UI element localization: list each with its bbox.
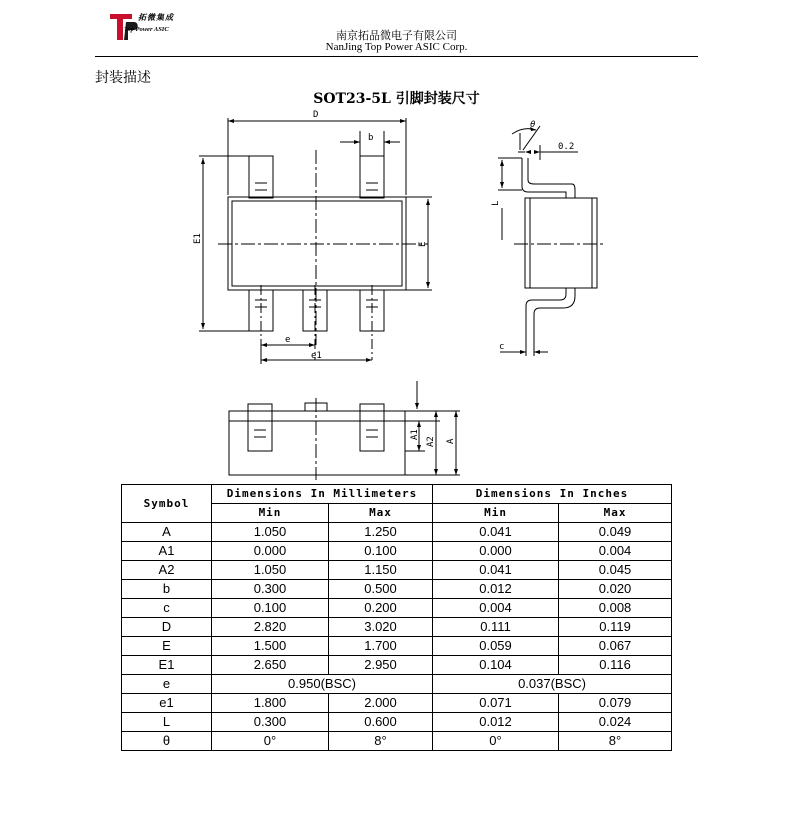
label-b: b (368, 133, 374, 143)
label-0.2: 0.2 (558, 142, 575, 152)
table-row (122, 561, 672, 580)
mm-min-cell: 2.820 (212, 618, 329, 637)
mm-max-cell: 2.950 (329, 656, 433, 675)
mm-max-cell: 0.500 (329, 580, 433, 599)
table-row (122, 618, 672, 637)
in-max-cell: 0.045 (559, 561, 672, 580)
symbol-cell: b (122, 580, 212, 599)
header-inches: Dimensions In Inches (433, 485, 672, 504)
mm-min-cell: 0.000 (212, 542, 329, 561)
company-name-english: NanJing Top Power ASIC Corp. (325, 41, 468, 53)
mm-max-cell: 3.020 (329, 618, 433, 637)
company-name-chinese: 南京拓品微电子有限公司 (336, 29, 457, 42)
mm-max-cell: 8° (329, 732, 433, 751)
header-symbol: Symbol (122, 485, 212, 523)
label-e: e (285, 335, 291, 345)
in-min-cell: 0.059 (433, 637, 559, 656)
table-row (122, 694, 672, 713)
label-E: E (418, 241, 428, 247)
in-min-cell: 0.111 (433, 618, 559, 637)
mm-min-cell: 2.650 (212, 656, 329, 675)
symbol-cell: E (122, 637, 212, 656)
in-min-cell: 0° (433, 732, 559, 751)
mm-max-cell: 1.250 (329, 523, 433, 542)
label-A1: A1 (410, 429, 420, 440)
in-max-cell: 0.116 (559, 656, 672, 675)
mm-max-cell: 1.150 (329, 561, 433, 580)
section-title: 封装描述 (95, 70, 151, 86)
symbol-cell: A2 (122, 561, 212, 580)
table-row (122, 675, 672, 694)
in-max-cell: 0.079 (559, 694, 672, 713)
mm-min-cell: 0° (212, 732, 329, 751)
header-millimeters: Dimensions In Millimeters (212, 485, 433, 504)
in-max-cell: 0.024 (559, 713, 672, 732)
header-mm-min: Min (212, 504, 329, 523)
logo-chinese-name: 拓微集成 (138, 12, 174, 22)
side-view (498, 126, 606, 356)
in-min-cell: 0.012 (433, 713, 559, 732)
mm-min-cell: 1.800 (212, 694, 329, 713)
label-theta: θ (530, 120, 536, 130)
label-A: A (446, 438, 456, 444)
label-e1: e1 (311, 351, 322, 361)
in-max-cell: 0.004 (559, 542, 672, 561)
in-max-cell: 0.067 (559, 637, 672, 656)
mm-min-cell: 1.050 (212, 523, 329, 542)
dimensions-table (121, 484, 672, 751)
in-min-cell: 0.104 (433, 656, 559, 675)
front-view (229, 381, 460, 480)
table-row (122, 732, 672, 751)
symbol-cell: A1 (122, 542, 212, 561)
label-E1: E1 (193, 233, 203, 244)
logo-english-name: Top Power ASIC (124, 26, 169, 33)
symbol-cell: c (122, 599, 212, 618)
in-max-cell: 0.008 (559, 599, 672, 618)
header-mm-max: Max (329, 504, 433, 523)
table-row (122, 637, 672, 656)
symbol-cell: e (122, 675, 212, 694)
table-row (122, 542, 672, 561)
symbol-cell: θ (122, 732, 212, 751)
in-max-cell: 0.020 (559, 580, 672, 599)
label-L: L (491, 200, 501, 206)
in-min-cell: 0.004 (433, 599, 559, 618)
mm-max-cell: 1.700 (329, 637, 433, 656)
mm-min-cell: 0.100 (212, 599, 329, 618)
symbol-cell: D (122, 618, 212, 637)
in-min-cell: 0.041 (433, 561, 559, 580)
in-value-cell: 0.037(BSC) (433, 675, 672, 694)
mm-min-cell: 1.050 (212, 561, 329, 580)
header-in-max: Max (559, 504, 672, 523)
table-row (122, 580, 672, 599)
table-row (122, 656, 672, 675)
mm-max-cell: 0.100 (329, 542, 433, 561)
mm-min-cell: 1.500 (212, 637, 329, 656)
in-min-cell: 0.071 (433, 694, 559, 713)
mm-min-cell: 0.300 (212, 580, 329, 599)
top-view (199, 118, 432, 364)
symbol-cell: E1 (122, 656, 212, 675)
mm-max-cell: 0.200 (329, 599, 433, 618)
mm-value-cell: 0.950(BSC) (212, 675, 433, 694)
symbol-cell: e1 (122, 694, 212, 713)
in-min-cell: 0.012 (433, 580, 559, 599)
label-A2: A2 (426, 436, 436, 447)
symbol-cell: A (122, 523, 212, 542)
mm-min-cell: 0.300 (212, 713, 329, 732)
header-in-min: Min (433, 504, 559, 523)
in-min-cell: 0.000 (433, 542, 559, 561)
label-D: D (313, 110, 319, 120)
in-max-cell: 0.049 (559, 523, 672, 542)
label-c: c (499, 342, 505, 352)
in-min-cell: 0.041 (433, 523, 559, 542)
drawing-title: SOT23-5L 引脚封装尺寸 (313, 91, 480, 107)
symbol-cell: L (122, 713, 212, 732)
in-max-cell: 0.119 (559, 618, 672, 637)
table-row (122, 599, 672, 618)
table-row (122, 713, 672, 732)
in-max-cell: 8° (559, 732, 672, 751)
table-row (122, 523, 672, 542)
mm-max-cell: 0.600 (329, 713, 433, 732)
mm-max-cell: 2.000 (329, 694, 433, 713)
